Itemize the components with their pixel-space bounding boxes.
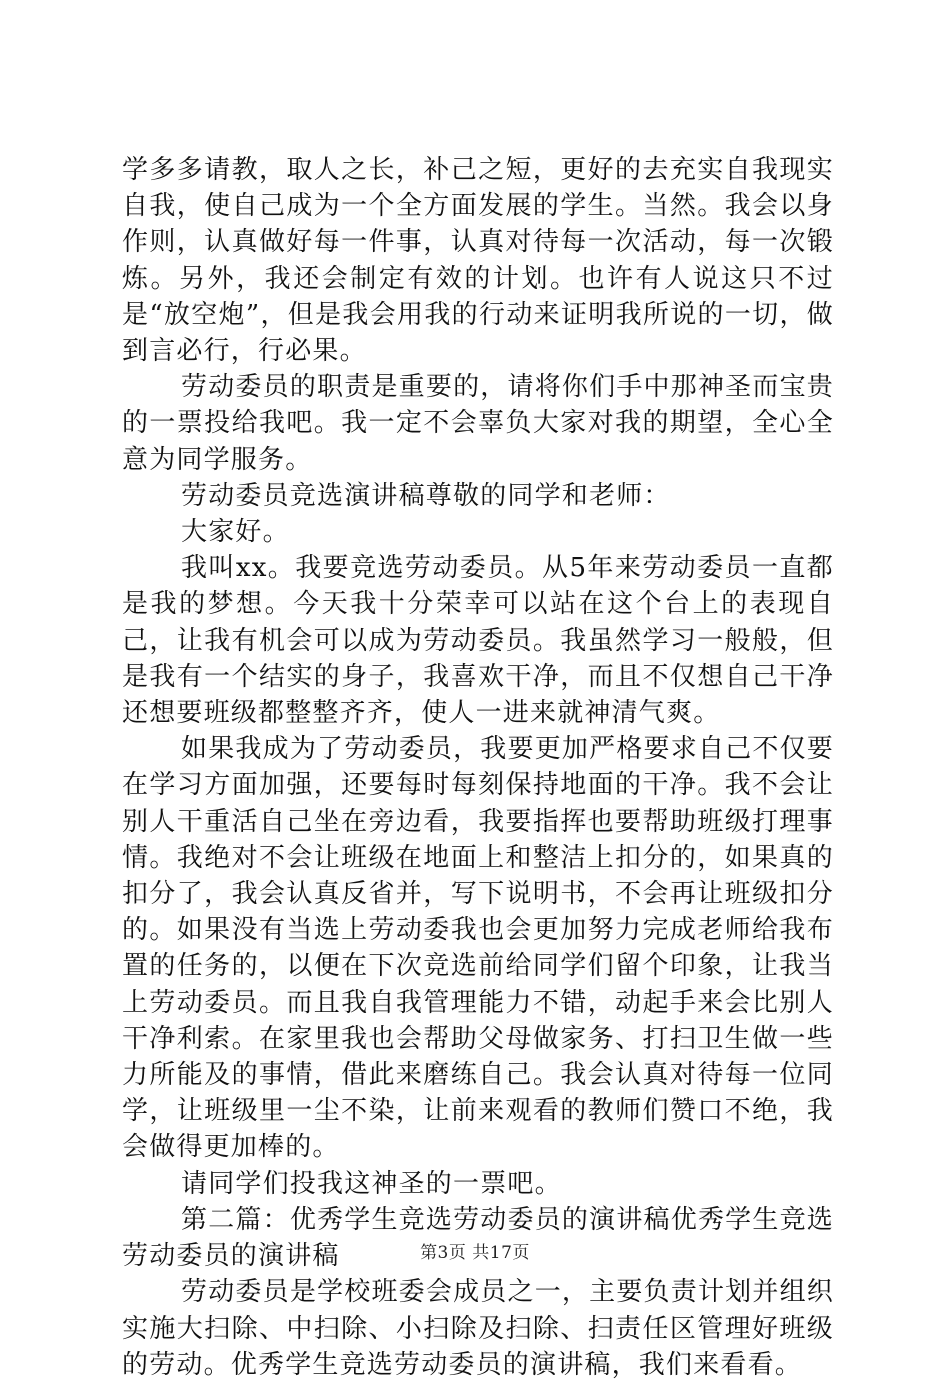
section-heading-paragraph: 第二篇：优秀学生竞选劳动委员的演讲稿优秀学生竞选劳动委员的演讲稿 <box>122 1204 834 1272</box>
document-body <box>122 152 834 1383</box>
body-paragraph: 大家好。 <box>181 517 290 548</box>
body-paragraph: 劳动委员竞选演讲稿尊敬的同学和老师： <box>181 480 671 511</box>
body-paragraph: 我叫xx。我要竞选劳动委员。从5年来劳动委员一直都是我的梦想。今天我十分荣幸可以站在这个台上的表现自己，让我有机会可以成为劳动委员。我虽然学习一般般，但是我有一个结实的身子，我喜欢干净，而且不仅想自己干净还想要班级都整整齐齐，使人一进来就神清气爽。 <box>122 553 834 729</box>
body-paragraph: 请同学们投我这神圣的一票吧。 <box>181 1168 562 1199</box>
body-paragraph: 劳动委员的职责是重要的，请将你们手中那神圣而宝贵的一票投给我吧。我一定不会辜负大家对我的期望，全心全意为同学服务。 <box>122 372 834 475</box>
body-paragraph: 如果我成为了劳动委员，我要更加严格要求自己不仅要在学习方面加强，还要每时每刻保持地面的干净。我不会让别人干重活自己坐在旁边看，我要指挥也要帮助班级打理事情。我绝对不会让班级在地面上和整洁上扣分的，如果真的扣分了，我会认真反省并，写下说明书，不会再让班级扣分的。如果没有当选上劳动委我也会更加努力完成老师给我布置的任务的，以便在下次竞选前给同学们留个印象，让我当上劳动委员。而且我自我管理能力不错，动起手来会比别人干净利索。在家里我也会帮助父母做家务、打扫卫生做一些力所能及的事情，借此来磨练自己。我会认真对待每一位同学，让班级里一尘不染，让前来观看的教师们赞口不绝，我会做得更加棒的。 <box>122 734 834 1163</box>
body-paragraph: 劳动委员是学校班委会成员之一，主要负责计划并组织实施大扫除、中扫除、小扫除及扫除、扫责任区管理好班级的劳动。优秀学生竞选劳动委员的演讲稿，我们来看看。 <box>122 1277 834 1380</box>
page-number-footer: 第3页 共17页 <box>420 1243 530 1263</box>
body-paragraph: 学多多请教，取人之长，补己之短，更好的去充实自我现实自我，使自己成为一个全方面发展的学生。当然。我会以身作则，认真做好每一件事，认真对待每一次活动，每一次锻炼。另外，我还会制定有效的计划。也许有人说这只不过是“放空炮”，但是我会用我的行动来证明我所说的一切，做到言必行，行必果。 <box>122 155 834 367</box>
